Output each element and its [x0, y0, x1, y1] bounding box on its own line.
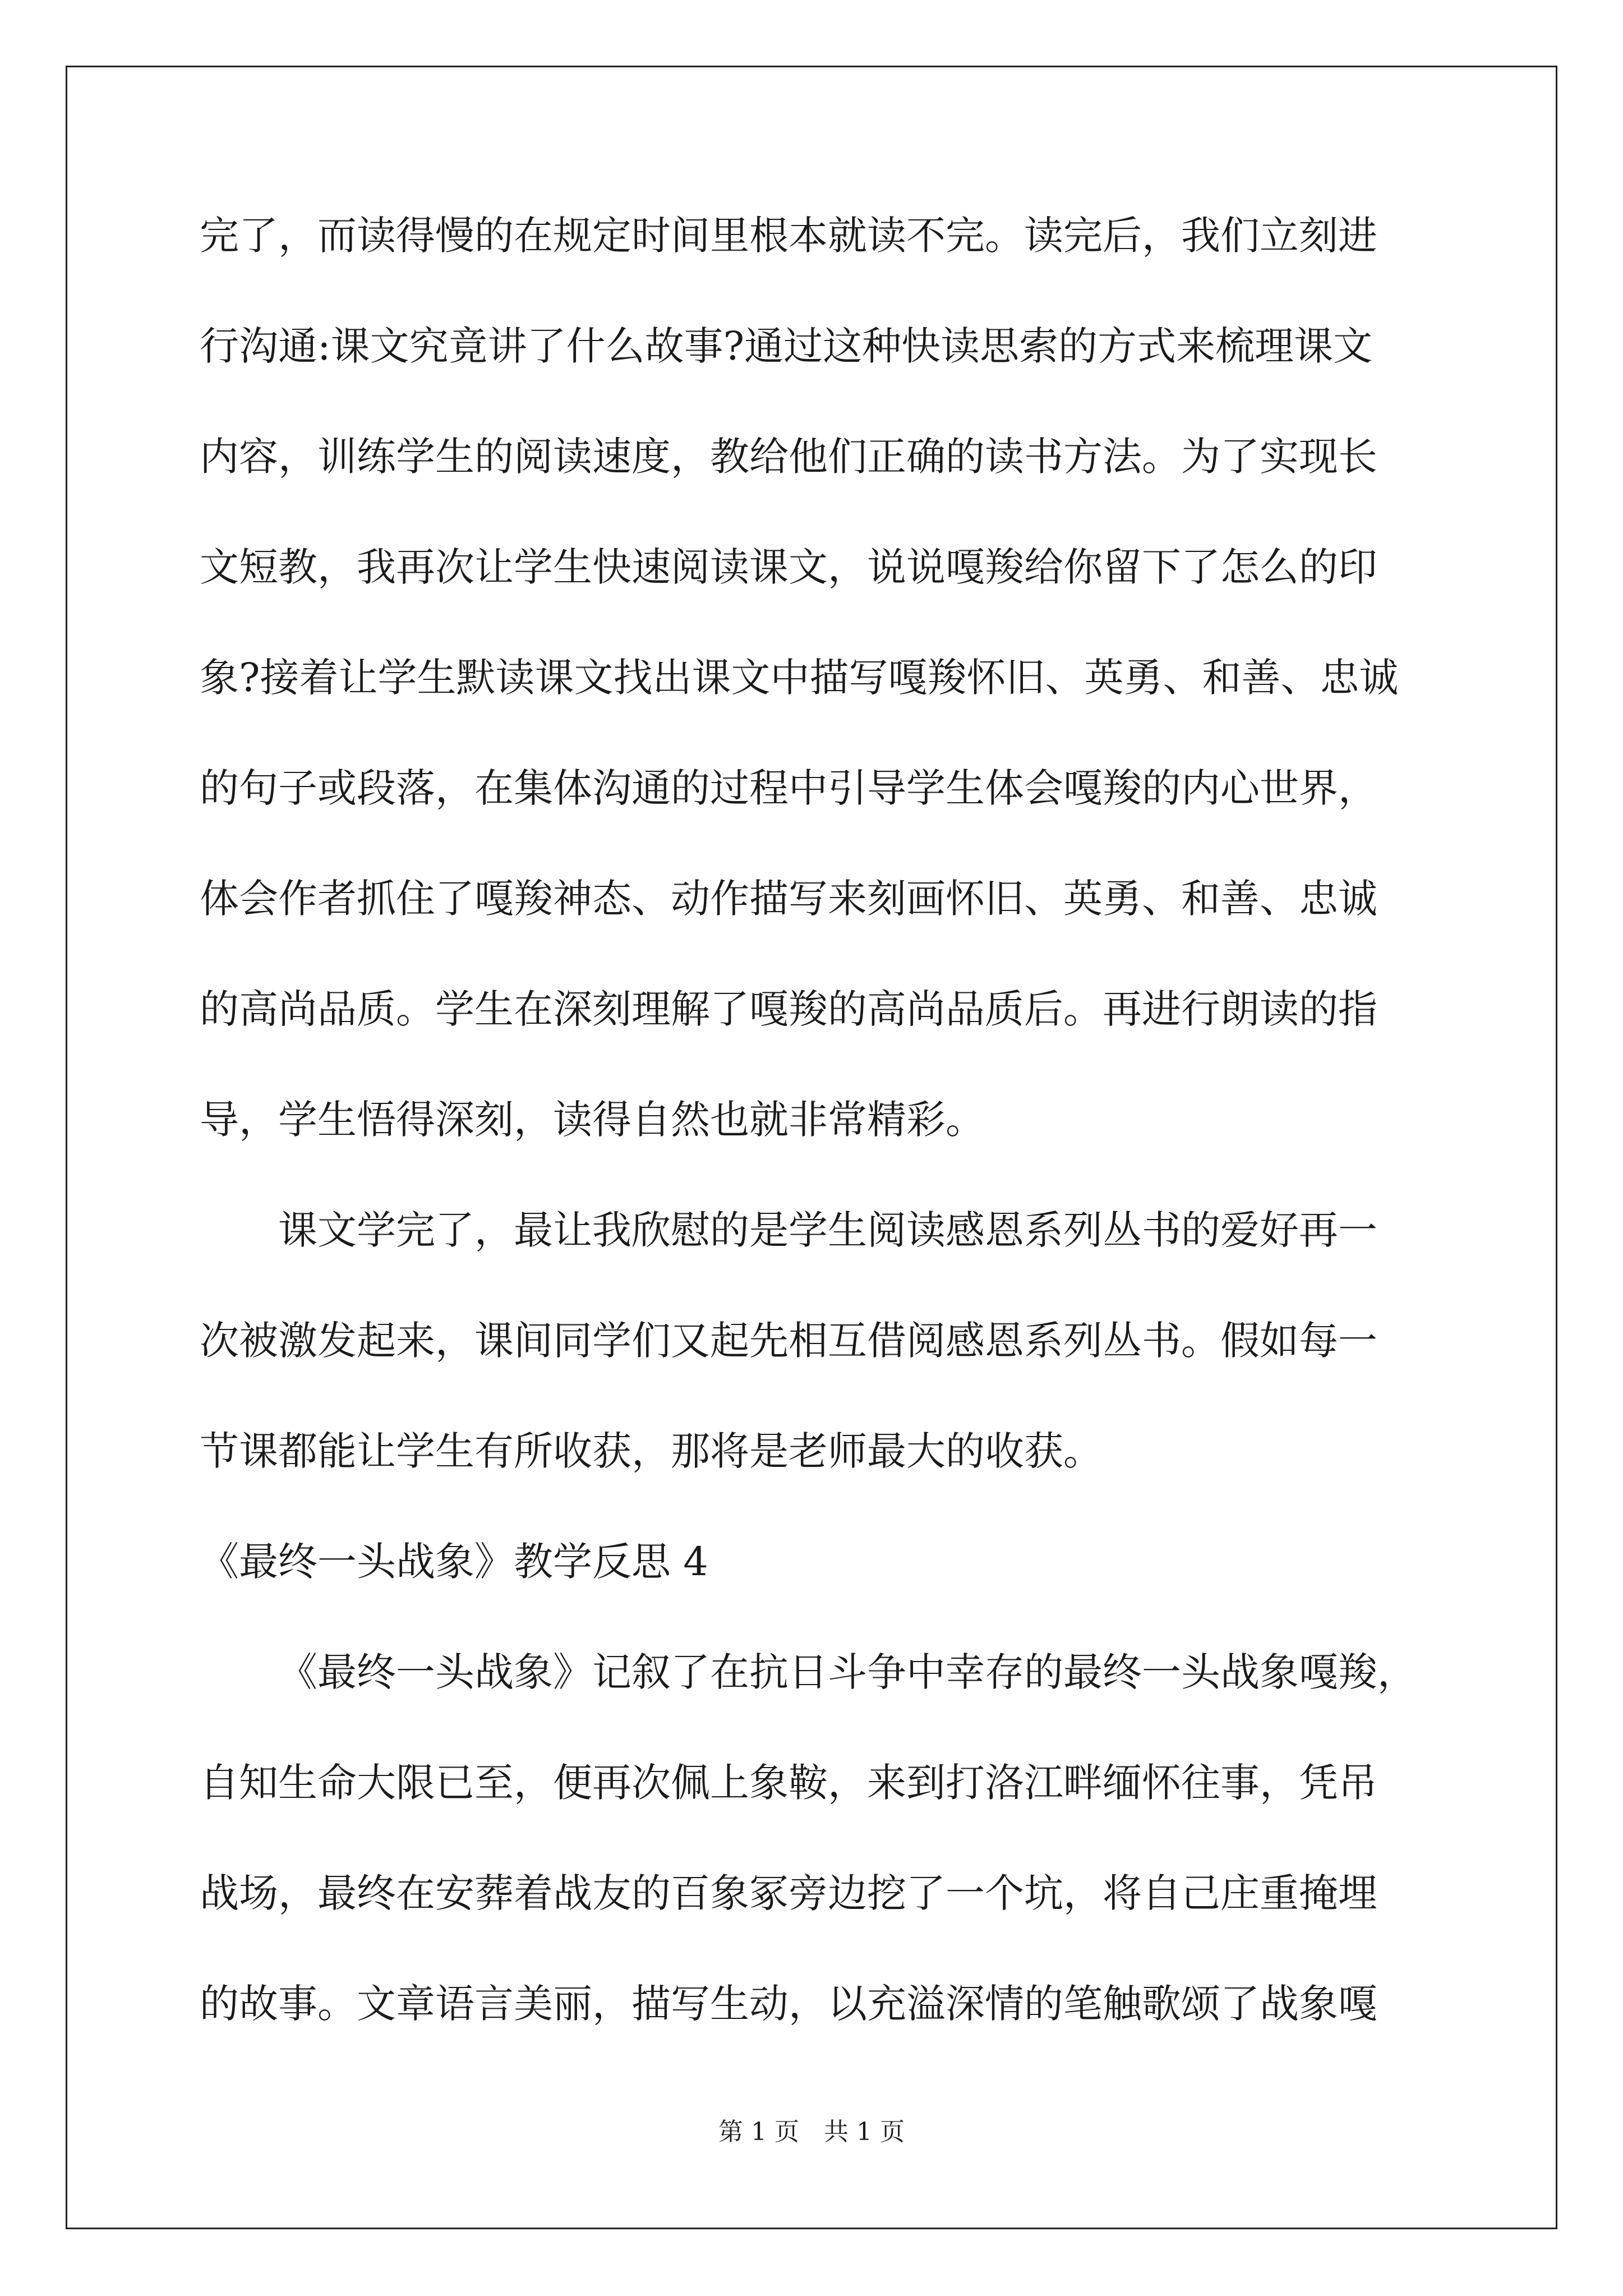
paragraph-first-line: 课文学完了，最让我欣慰的是学生阅读感恩系列丛书的爱好再一 [278, 1207, 1377, 1253]
text-line: 节课都能让学生有所收获，那将是老师最大的收获。 [200, 1428, 1103, 1474]
paragraph-first-line: 《最终一头战象》记叙了在抗日斗争中幸存的最终一头战象嘎羧， [278, 1649, 1417, 1695]
text-line: 象?接着让学生默读课文找出课文中描写嘎羧怀旧、英勇、和善、忠诚 [200, 655, 1399, 701]
text-line: 导，学生悟得深刻，读得自然也就非常精彩。 [200, 1097, 985, 1143]
text-line: 行沟通:课文究竟讲了什么故事?通过这种快读思索的方式来梳理课文 [200, 323, 1373, 369]
text-line: 的句子或段落，在集体沟通的过程中引导学生体会嘎羧的内心世界， [200, 765, 1377, 811]
document-body [200, 213, 1419, 2095]
text-line: 完了，而读得慢的在规定时间里根本就读不完。读完后，我们立刻进 [200, 213, 1377, 259]
text-line: 战场，最终在安葬着战友的百象冢旁边挖了一个坑，将自己庄重掩埋 [200, 1870, 1377, 1916]
text-line: 的故事。文章语言美丽，描写生动，以充溢深情的笔触歌颂了战象嘎 [200, 1981, 1377, 2027]
text-line: 内容，训练学生的阅读速度，教给他们正确的读书方法。为了实现长 [200, 434, 1377, 480]
text-line: 体会作者抓住了嘎羧神态、动作描写来刻画怀旧、英勇、和善、忠诚 [200, 876, 1377, 922]
text-line: 自知生命大限已至，便再次佩上象鞍，来到打洛江畔缅怀往事，凭吊 [200, 1760, 1377, 1806]
page-number-footer: 第 1 页 共 1 页 [718, 2118, 905, 2146]
text-line: 次被激发起来，课间同学们又起先相互借阅感恩系列丛书。假如每一 [200, 1318, 1377, 1364]
text-line: 的高尚品质。学生在深刻理解了嘎羧的高尚品质后。再进行朗读的指 [200, 986, 1377, 1032]
text-line: 文短教，我再次让学生快速阅读课文，说说嘎羧给你留下了怎么的印 [200, 544, 1377, 590]
section-heading: 《最终一头战象》教学反思 4 [200, 1539, 708, 1585]
